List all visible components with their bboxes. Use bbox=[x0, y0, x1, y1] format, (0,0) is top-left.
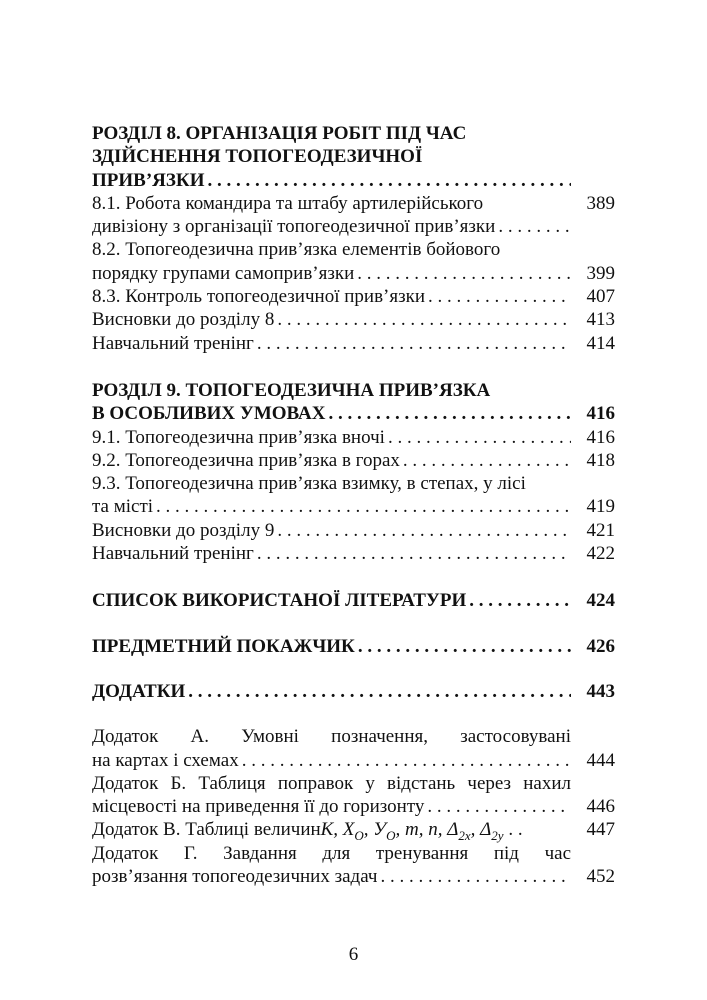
toc-page-number: 424 bbox=[581, 589, 616, 612]
toc-entry-title: та місті bbox=[92, 496, 154, 518]
dot-leader bbox=[357, 262, 571, 285]
toc-entry-title: 9.2. Топогеодезична прив’язка в горах bbox=[92, 449, 400, 471]
toc-entry-s8-1[interactable] bbox=[92, 192, 615, 239]
toc-entry-app-v[interactable] bbox=[92, 818, 615, 844]
toc-entry-title: порядку групами самоприв’язки bbox=[92, 262, 355, 284]
dot-leader bbox=[403, 449, 571, 472]
toc-entry-title: Додаток В. Таблиці величин bbox=[92, 819, 321, 841]
toc-page-number: 418 bbox=[581, 449, 616, 472]
formula-part: , Δ bbox=[470, 819, 492, 841]
dot-leader bbox=[380, 865, 571, 888]
page-number: 6 bbox=[348, 944, 359, 965]
toc-entry-line: Додаток А. Умовні позначення, застосовувані bbox=[92, 726, 571, 748]
section-gap bbox=[92, 703, 615, 725]
toc-entry-s8-c[interactable] bbox=[92, 308, 615, 331]
toc-entry-s8-2[interactable] bbox=[92, 238, 615, 285]
toc-entry-title: В ОСОБЛИВИХ УМОВАХ bbox=[92, 403, 326, 425]
toc-page-number: 421 bbox=[581, 519, 616, 542]
toc-page-number: 419 bbox=[581, 495, 616, 518]
toc-entry-line: РОЗДІЛ 8. ОРГАНІЗАЦІЯ РОБІТ ПІД ЧАС bbox=[92, 123, 467, 144]
toc-page-number: 447 bbox=[581, 818, 616, 841]
section-gap bbox=[92, 355, 615, 379]
dot-leader bbox=[242, 749, 571, 772]
section-gap bbox=[92, 565, 615, 589]
toc-page-number: 389 bbox=[581, 192, 616, 215]
toc-entry-title: розв’язання топогеодезичних задач bbox=[92, 866, 378, 888]
toc-entry-s9-t[interactable] bbox=[92, 542, 615, 565]
toc-page-number: 416 bbox=[581, 402, 616, 425]
toc-entry-s9-3[interactable] bbox=[92, 472, 615, 519]
toc-entry-idx[interactable] bbox=[92, 635, 615, 658]
toc-entry-title: Навчальний тренінг bbox=[92, 332, 254, 354]
toc-entry-s9[interactable] bbox=[92, 379, 615, 426]
toc-page-number: 452 bbox=[581, 865, 616, 888]
toc-entry-title: СПИСОК ВИКОРИСТАНОЇ ЛІТЕРАТУРИ bbox=[92, 590, 467, 612]
toc-entry-s8-t[interactable] bbox=[92, 332, 615, 355]
toc-page-number: 416 bbox=[581, 426, 616, 449]
dot-leader bbox=[257, 542, 571, 565]
toc-entry-title: дивізіону з організації топогеодезичної прив’язки bbox=[92, 216, 496, 238]
toc-entry-title: 9.1. Топогеодезична прив’язка вночі bbox=[92, 426, 385, 448]
toc-page-number: 422 bbox=[581, 542, 616, 565]
toc-entry-line: ЗДІЙСНЕННЯ ТОПОГЕОДЕЗИЧНОЇ bbox=[92, 146, 423, 168]
toc-entry-title: Висновки до розділу 8 bbox=[92, 309, 275, 331]
toc-entry-title: Висновки до розділу 9 bbox=[92, 519, 275, 541]
dot-leader bbox=[257, 332, 571, 355]
toc-page-number: 414 bbox=[581, 332, 616, 355]
dot-leader bbox=[388, 426, 571, 449]
formula-part: O bbox=[354, 828, 364, 844]
toc-entry-app-b[interactable] bbox=[92, 772, 615, 819]
toc-entry-lit[interactable] bbox=[92, 589, 615, 612]
table-of-contents bbox=[92, 122, 615, 888]
formula-part: O bbox=[386, 828, 396, 844]
dot-leader bbox=[328, 402, 571, 425]
toc-entry-title: ПРИВ’ЯЗКИ bbox=[92, 169, 205, 191]
dot-leader bbox=[498, 215, 571, 238]
dot-leader bbox=[156, 495, 571, 518]
toc-entry-title: Навчальний тренінг bbox=[92, 543, 254, 565]
dot-leader bbox=[188, 680, 571, 703]
toc-entry-line: Додаток Б. Таблиця поправок у відстань через нахил bbox=[92, 772, 571, 794]
section-gap bbox=[92, 613, 615, 635]
formula-part: , m, n, Δ bbox=[395, 819, 459, 841]
dot-leader bbox=[277, 308, 571, 331]
dot-leader bbox=[358, 635, 571, 658]
formula-part: К, Х bbox=[320, 819, 355, 841]
toc-entry-line: РОЗДІЛ 9. ТОПОГЕОДЕЗИЧНА ПРИВ’ЯЗКА bbox=[92, 379, 491, 401]
dot-leader bbox=[469, 589, 571, 612]
toc-entry-line: 8.1. Робота командира та штабу артилерійського bbox=[92, 192, 484, 214]
toc-entry-s9-1[interactable] bbox=[92, 426, 615, 449]
toc-page-number: 446 bbox=[581, 795, 616, 818]
formula-part: , У bbox=[363, 819, 387, 841]
toc-entry-s8-3[interactable] bbox=[92, 285, 615, 308]
toc-entry-line: 9.3. Топогеодезична прив’язка взимку, в степах, у лісі bbox=[92, 473, 526, 495]
dot-leader bbox=[277, 519, 571, 542]
toc-entry-app[interactable] bbox=[92, 680, 615, 703]
formula-part: 2x bbox=[458, 828, 471, 844]
toc-entry-s9-2[interactable] bbox=[92, 449, 615, 472]
formula-part: 2y bbox=[491, 828, 504, 844]
formula-part: . . bbox=[503, 819, 523, 841]
dot-leader bbox=[428, 285, 571, 308]
toc-page-number: 443 bbox=[581, 680, 616, 703]
toc-entry-line: Додаток Г. Завдання для тренування під час bbox=[92, 842, 571, 864]
toc-entry-title: ДОДАТКИ bbox=[92, 680, 186, 702]
toc-entry-title: на картах і схемах bbox=[92, 749, 239, 771]
toc-page-number: 399 bbox=[581, 262, 616, 285]
toc-page-number: 413 bbox=[581, 308, 616, 331]
toc-entry-title: 8.3. Контроль топогеодезичної прив’язки bbox=[92, 286, 426, 308]
dot-leader bbox=[427, 795, 571, 818]
toc-entry-app-a[interactable] bbox=[92, 725, 615, 772]
toc-entry-line: 8.2. Топогеодезична прив’язка елементів бойового bbox=[92, 239, 501, 261]
toc-entry-title: ПРЕДМЕТНИЙ ПОКАЖЧИК bbox=[92, 635, 355, 657]
toc-entry-s8[interactable] bbox=[92, 122, 615, 192]
toc-page-number: 426 bbox=[581, 635, 616, 658]
toc-entry-title: місцевості на приведення її до горизонту bbox=[92, 796, 425, 818]
toc-page-number: 444 bbox=[581, 749, 616, 772]
toc-entry-s9-c[interactable] bbox=[92, 519, 615, 542]
dot-leader bbox=[207, 169, 571, 192]
section-gap bbox=[92, 658, 615, 680]
toc-entry-app-g[interactable] bbox=[92, 842, 615, 889]
toc-page-number: 407 bbox=[581, 285, 616, 308]
